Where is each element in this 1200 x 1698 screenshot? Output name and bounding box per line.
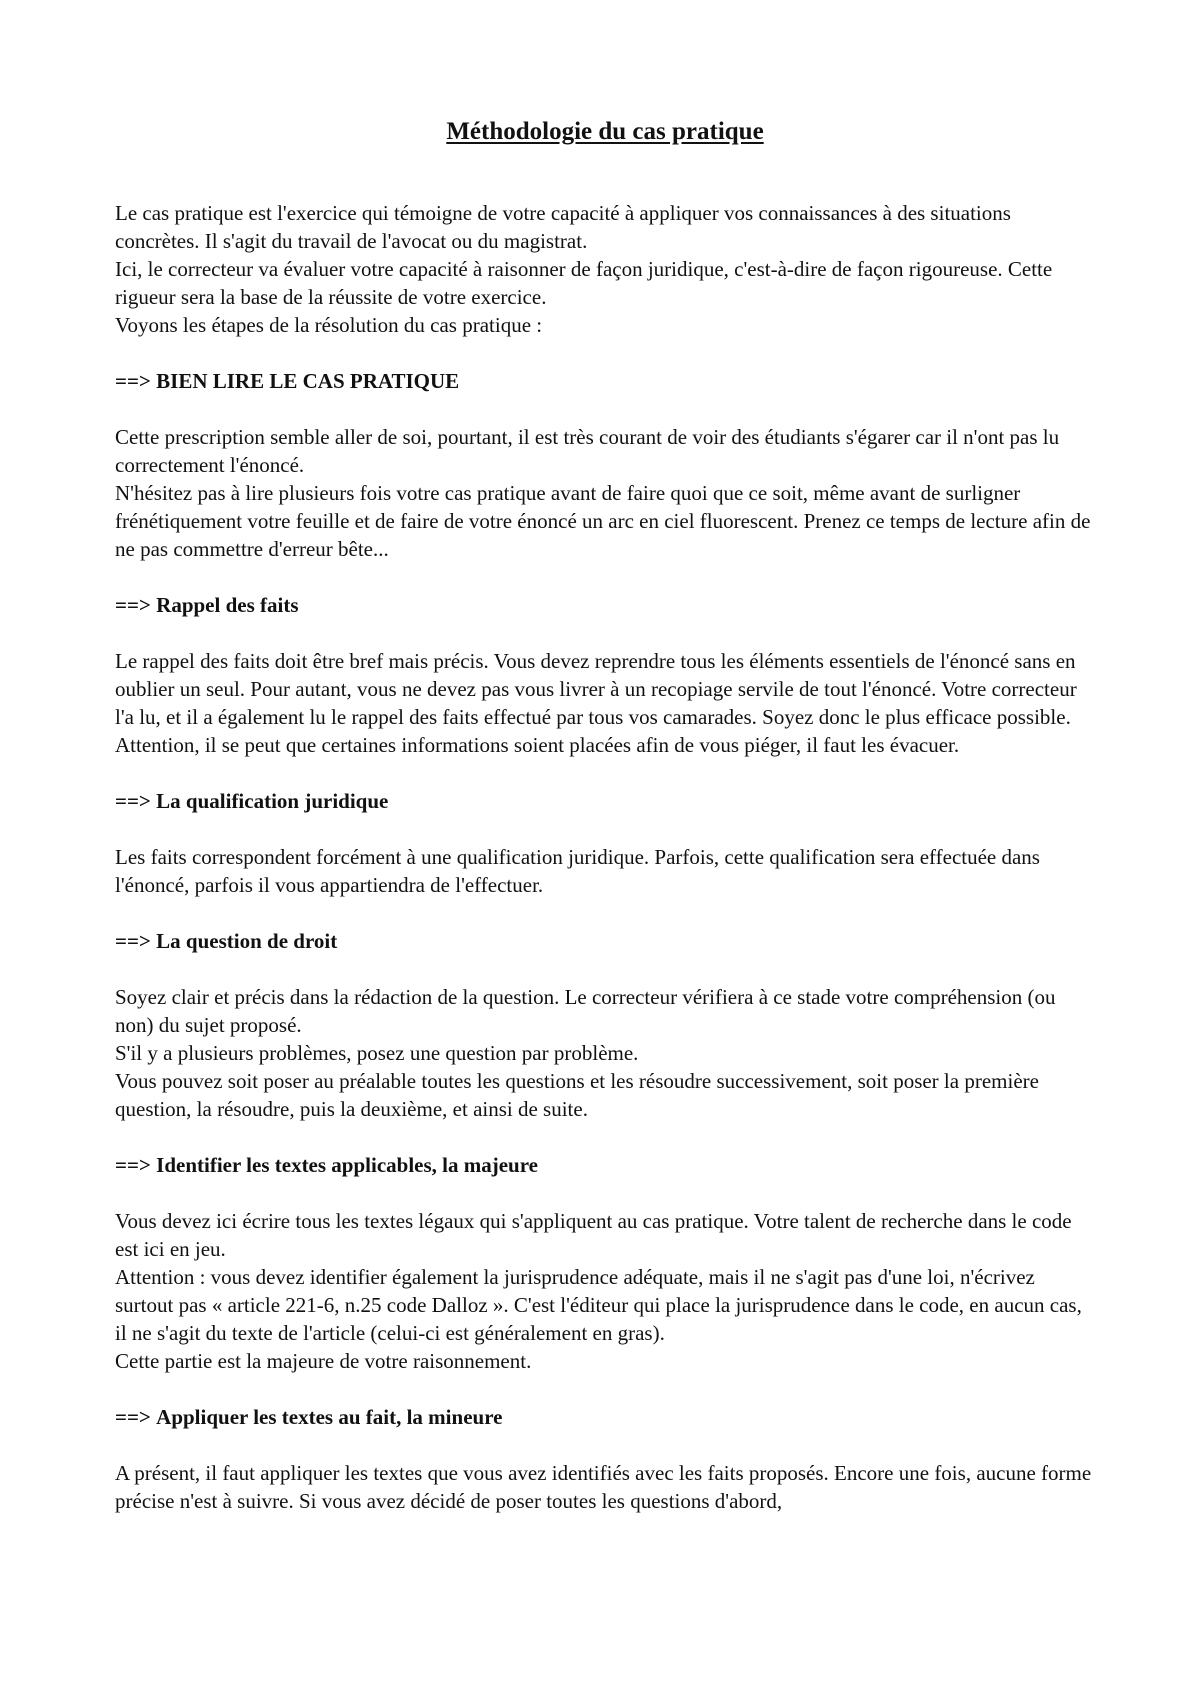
section-paragraph: S'il y a plusieurs problèmes, posez une question par problème. [115,1041,639,1065]
section-heading-label: Rappel des faits [156,593,299,617]
intro-paragraph: Voyons les étapes de la résolution du cas pratique : [115,313,543,337]
section-arrow: ==> [115,593,151,617]
section-body-rappel-des-faits [115,647,1095,759]
section-heading-qualification-juridique [115,787,1095,815]
section-paragraph: Attention, il se peut que certaines informations soient placées afin de vous piéger, il faut les évacuer. [115,733,960,757]
section-paragraph: Attention : vous devez identifier également la jurisprudence adéquate, mais il ne s'agit pas d'une loi, n'écrivez surtout pas « article 221-6, n.25 code Dalloz ». C'est l'éditeur qui place la jurisprudence dans le code, en aucun cas, il ne s'agit du texte de l'article (celui-ci est généralement en gras). [115,1265,1082,1345]
section-body-mineure [115,1459,1095,1515]
section-heading-label: Identifier les textes applicables, la majeure [156,1153,538,1177]
intro-paragraph: Ici, le correcteur va évaluer votre capacité à raisonner de façon juridique, c'est-à-dire de façon rigoureuse. Cette rigueur sera la base de la réussite de votre exercice. [115,257,1053,309]
section-paragraph: Vous devez ici écrire tous les textes légaux qui s'appliquent au cas pratique. Votre talent de recherche dans le code est ici en jeu. [115,1209,1072,1261]
section-arrow: ==> [115,1153,151,1177]
intro-paragraph: Le cas pratique est l'exercice qui témoigne de votre capacité à appliquer vos connaissances à des situations concrètes. Il s'agit du travail de l'avocat ou du magistrat. [115,201,1011,253]
section-paragraph: N'hésitez pas à lire plusieurs fois votre cas pratique avant de faire quoi que ce soit, même avant de surligner frénétiquement votre feuille et de faire de votre énoncé un arc en ciel fluorescent. Prenez ce temps de lecture afin de ne pas commettre d'erreur bête... [115,481,1091,561]
section-heading-label: La question de droit [156,929,338,953]
section-paragraph: Cette partie est la majeure de votre raisonnement. [115,1349,532,1373]
section-paragraph: Vous pouvez soit poser au préalable toutes les questions et les résoudre successivement, soit poser la première question, la résoudre, puis la deuxième, et ainsi de suite. [115,1069,1039,1121]
section-body-question-de-droit [115,983,1095,1123]
section-heading-rappel-des-faits [115,591,1095,619]
section-body-qualification-juridique [115,843,1095,899]
intro-block [115,199,1095,339]
section-arrow: ==> [115,789,151,813]
section-arrow: ==> [115,1405,151,1429]
section-paragraph: Les faits correspondent forcément à une qualification juridique. Parfois, cette qualification sera effectuée dans l'énoncé, parfois il vous appartiendra de l'effectuer. [115,845,1040,897]
section-heading-bien-lire [115,367,1095,395]
document-title: Méthodologie du cas pratique [446,118,764,145]
section-heading-mineure [115,1403,1095,1431]
section-body-textes-applicables [115,1207,1095,1375]
section-body-bien-lire [115,423,1095,563]
section-paragraph: Soyez clair et précis dans la rédaction de la question. Le correcteur vérifiera à ce stade votre compréhension (ou non) du sujet proposé. [115,985,1056,1037]
section-paragraph: A présent, il faut appliquer les textes que vous avez identifiés avec les faits proposés. Encore une fois, aucune forme précise n'est à suivre. Si vous avez décidé de poser toutes les questions d'abord, [115,1461,1092,1513]
section-paragraph: Le rappel des faits doit être bref mais précis. Vous devez reprendre tous les éléments essentiels de l'énoncé sans en oublier un seul. Pour autant, vous ne devez pas vous livrer à un recopiage servile de tout l'énoncé. Votre correcteur l'a lu, et il a également lu le rappel des faits effectué par tous vos camarades. Soyez donc le plus efficace possible. [115,649,1077,729]
section-heading-label: Appliquer les textes au fait, la mineure [156,1405,503,1429]
section-arrow: ==> [115,369,151,393]
section-heading-label: La qualification juridique [156,789,389,813]
section-heading-question-de-droit [115,927,1095,955]
section-heading-textes-applicables [115,1151,1095,1179]
section-paragraph: Cette prescription semble aller de soi, pourtant, il est très courant de voir des étudiants s'égarer car il n'ont pas lu correctement l'énoncé. [115,425,1060,477]
section-heading-label: BIEN LIRE LE CAS PRATIQUE [156,369,460,393]
section-arrow: ==> [115,929,151,953]
